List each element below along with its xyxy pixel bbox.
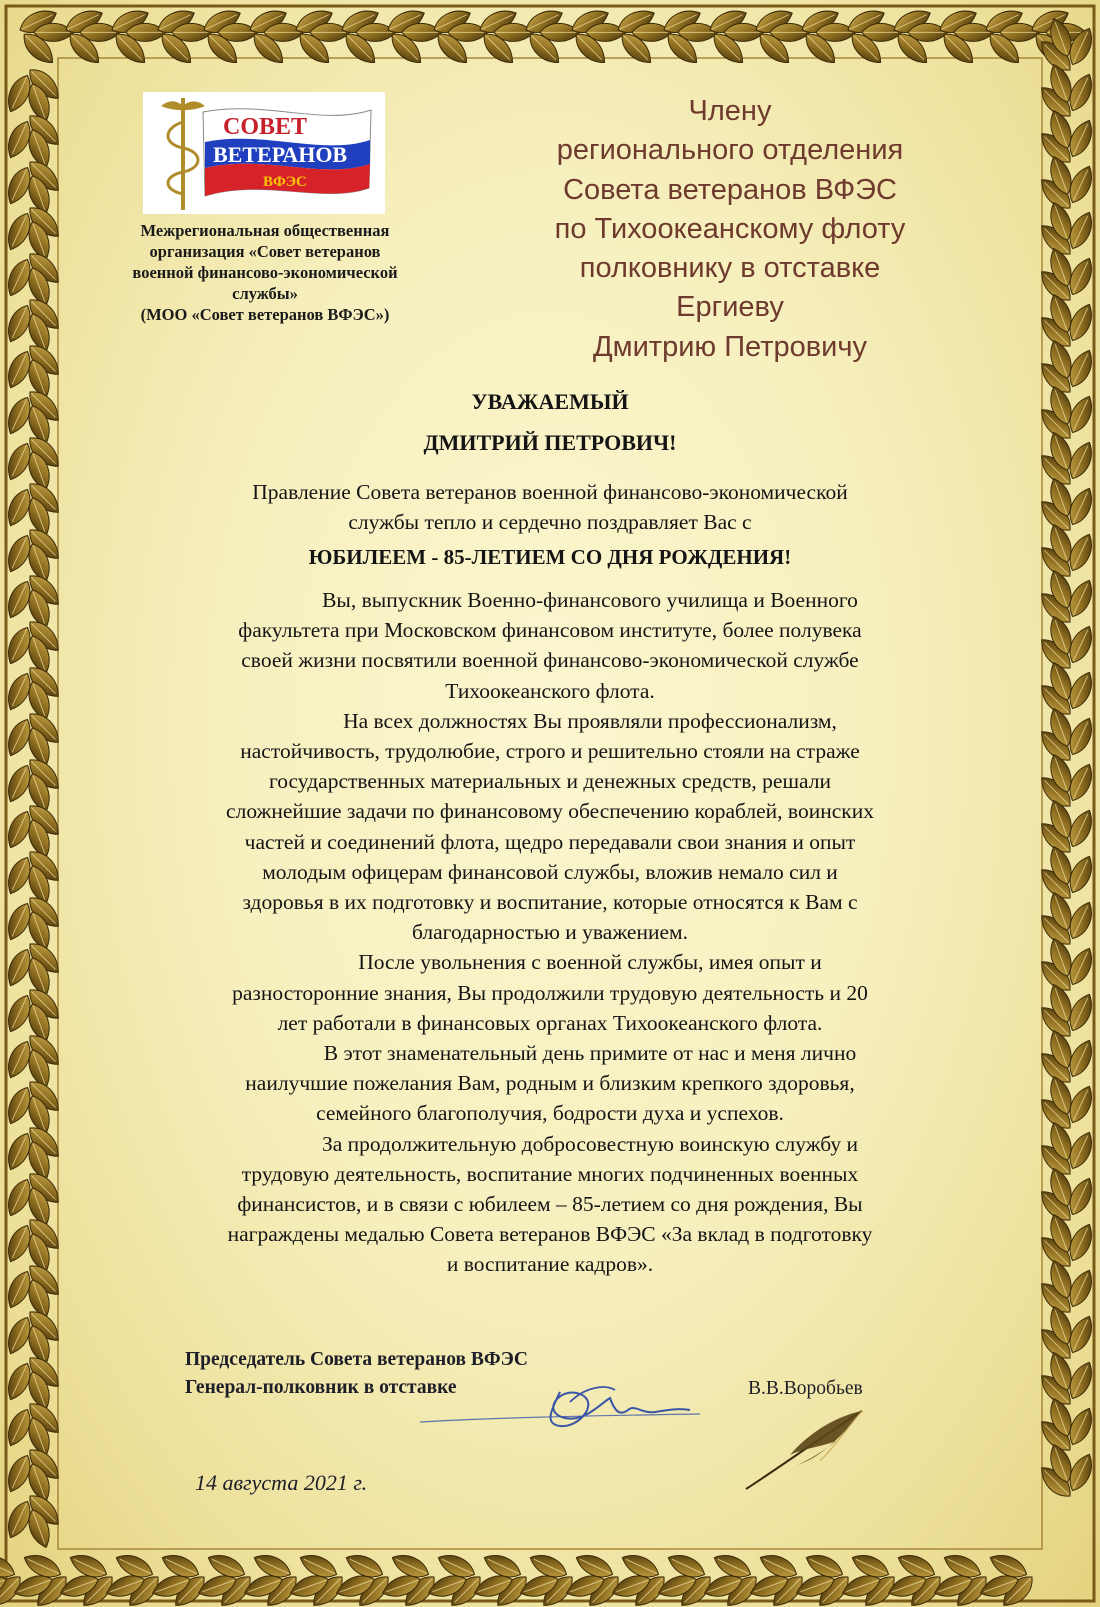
recipient-line: Дмитрию Петровичу <box>593 330 867 363</box>
handwritten-signature <box>410 1372 710 1442</box>
logo-text-sovet: СОВЕТ <box>223 114 308 140</box>
org-name-line: военной финансово-экономической <box>132 263 398 282</box>
document-date: 14 августа 2021 г. <box>195 1470 368 1495</box>
body-line: После увольнения с военной службы, имея опыт и <box>358 950 822 975</box>
recipient-line: Члену <box>688 95 772 127</box>
jubilee-heading: ЮБИЛЕЕМ - 85-ЛЕТИЕМ СО ДНЯ РОЖДЕНИЯ! <box>308 545 792 569</box>
org-name-line: (МОО «Совет ветеранов ВФЭС») <box>140 305 390 324</box>
body-line: своей жизни посвятили военной финансово-экономической службе <box>241 648 859 673</box>
logo-text-veteranov: ВЕТЕРАНОВ <box>213 142 348 167</box>
greeting-line-2: ДМИТРИЙ ПЕТРОВИЧ! <box>423 430 677 455</box>
intro-paragraph <box>140 477 960 538</box>
recipient-line: Ергиеву <box>676 291 784 324</box>
body-line: Вы, выпускник Военно-финансового училища и Военного <box>322 588 858 612</box>
body-line: награждены медалью Совета ветеранов ВФЭС «За вклад в подготовку <box>227 1222 873 1247</box>
signatory-title-1: Председатель Совета ветеранов ВФЭС <box>185 1349 528 1370</box>
body-line: разносторонние знания, Вы продолжили трудовую деятельность и 20 <box>232 980 868 1005</box>
body-line: В этот знаменательный день примите от нас и меня лично <box>323 1041 857 1066</box>
body-line: семейного благополучия, бодрости духа и успехов. <box>316 1101 784 1126</box>
org-name-line: Межрегиональная общественная <box>140 221 390 240</box>
body-line: настойчивость, трудолюбие, строго и решительно стояли на страже <box>240 739 860 764</box>
greeting-line-1: УВАЖАЕМЫЙ <box>471 389 629 414</box>
organization-name <box>92 220 438 325</box>
intro-line: Правление Совета ветеранов военной финансово-экономической <box>252 480 848 504</box>
body-line: сложнейшие задачи по финансовому обеспечению кораблей, воинских <box>226 799 874 824</box>
signatory-name: В.В.Воробьев <box>748 1378 863 1399</box>
body-line: и воспитание кадров». <box>446 1252 654 1277</box>
body-line: молодым офицерам финансовой службы, вложив немало сил и <box>262 859 838 884</box>
body-line: государственных материальных и денежных средств, решали <box>268 769 831 794</box>
quill-feather-icon <box>740 1405 870 1495</box>
signatory-title-2: Генерал-полковник в отставке <box>185 1377 457 1398</box>
org-name-line: службы» <box>232 284 298 303</box>
recipient-line: по Тихоокеанскому флоту <box>554 212 906 245</box>
body-line: благодарностью и уважением. <box>412 920 688 945</box>
body-line: Тихоокеанского флота. <box>445 678 655 703</box>
logo-text-vfes: ВФЭС <box>263 174 307 190</box>
intro-line: службы тепло и сердечно поздравляет Вас с <box>348 510 752 535</box>
veterans-council-logo <box>143 92 385 214</box>
recipient-line: регионального отделения <box>556 134 904 167</box>
body-line: За продолжительную добросовестную воинскую службу и <box>321 1131 859 1156</box>
body-line: На всех должностях Вы проявляли профессионализм, <box>343 708 837 733</box>
recipient-line: Совета ветеранов ВФЭС <box>563 173 897 206</box>
body-line: лет работали в финансовых органах Тихоокеанского флота. <box>277 1010 823 1035</box>
body-line: здоровья в их подготовку и воспитание, которые относятся к Вам с <box>242 890 858 915</box>
body-line: трудовую деятельность, воспитание многих подчиненных военных <box>241 1161 859 1186</box>
org-name-line: организация «Совет ветеранов <box>149 242 381 261</box>
recipient-line: полковнику в отставке <box>579 252 881 285</box>
body-line: факультета при Московском финансовом институте, более полувека <box>238 618 862 643</box>
body-line: финансистов, и в связи с юбилеем – 85-летием со дня рождения, Вы <box>237 1192 863 1217</box>
body-line: частей и соединений флота, щедро передавали свои знания и опыт <box>244 829 856 854</box>
body-text <box>140 585 960 1280</box>
recipient-address <box>500 92 960 367</box>
body-line: наилучшие пожелания Вам, родным и близким крепкого здоровья, <box>245 1071 855 1096</box>
